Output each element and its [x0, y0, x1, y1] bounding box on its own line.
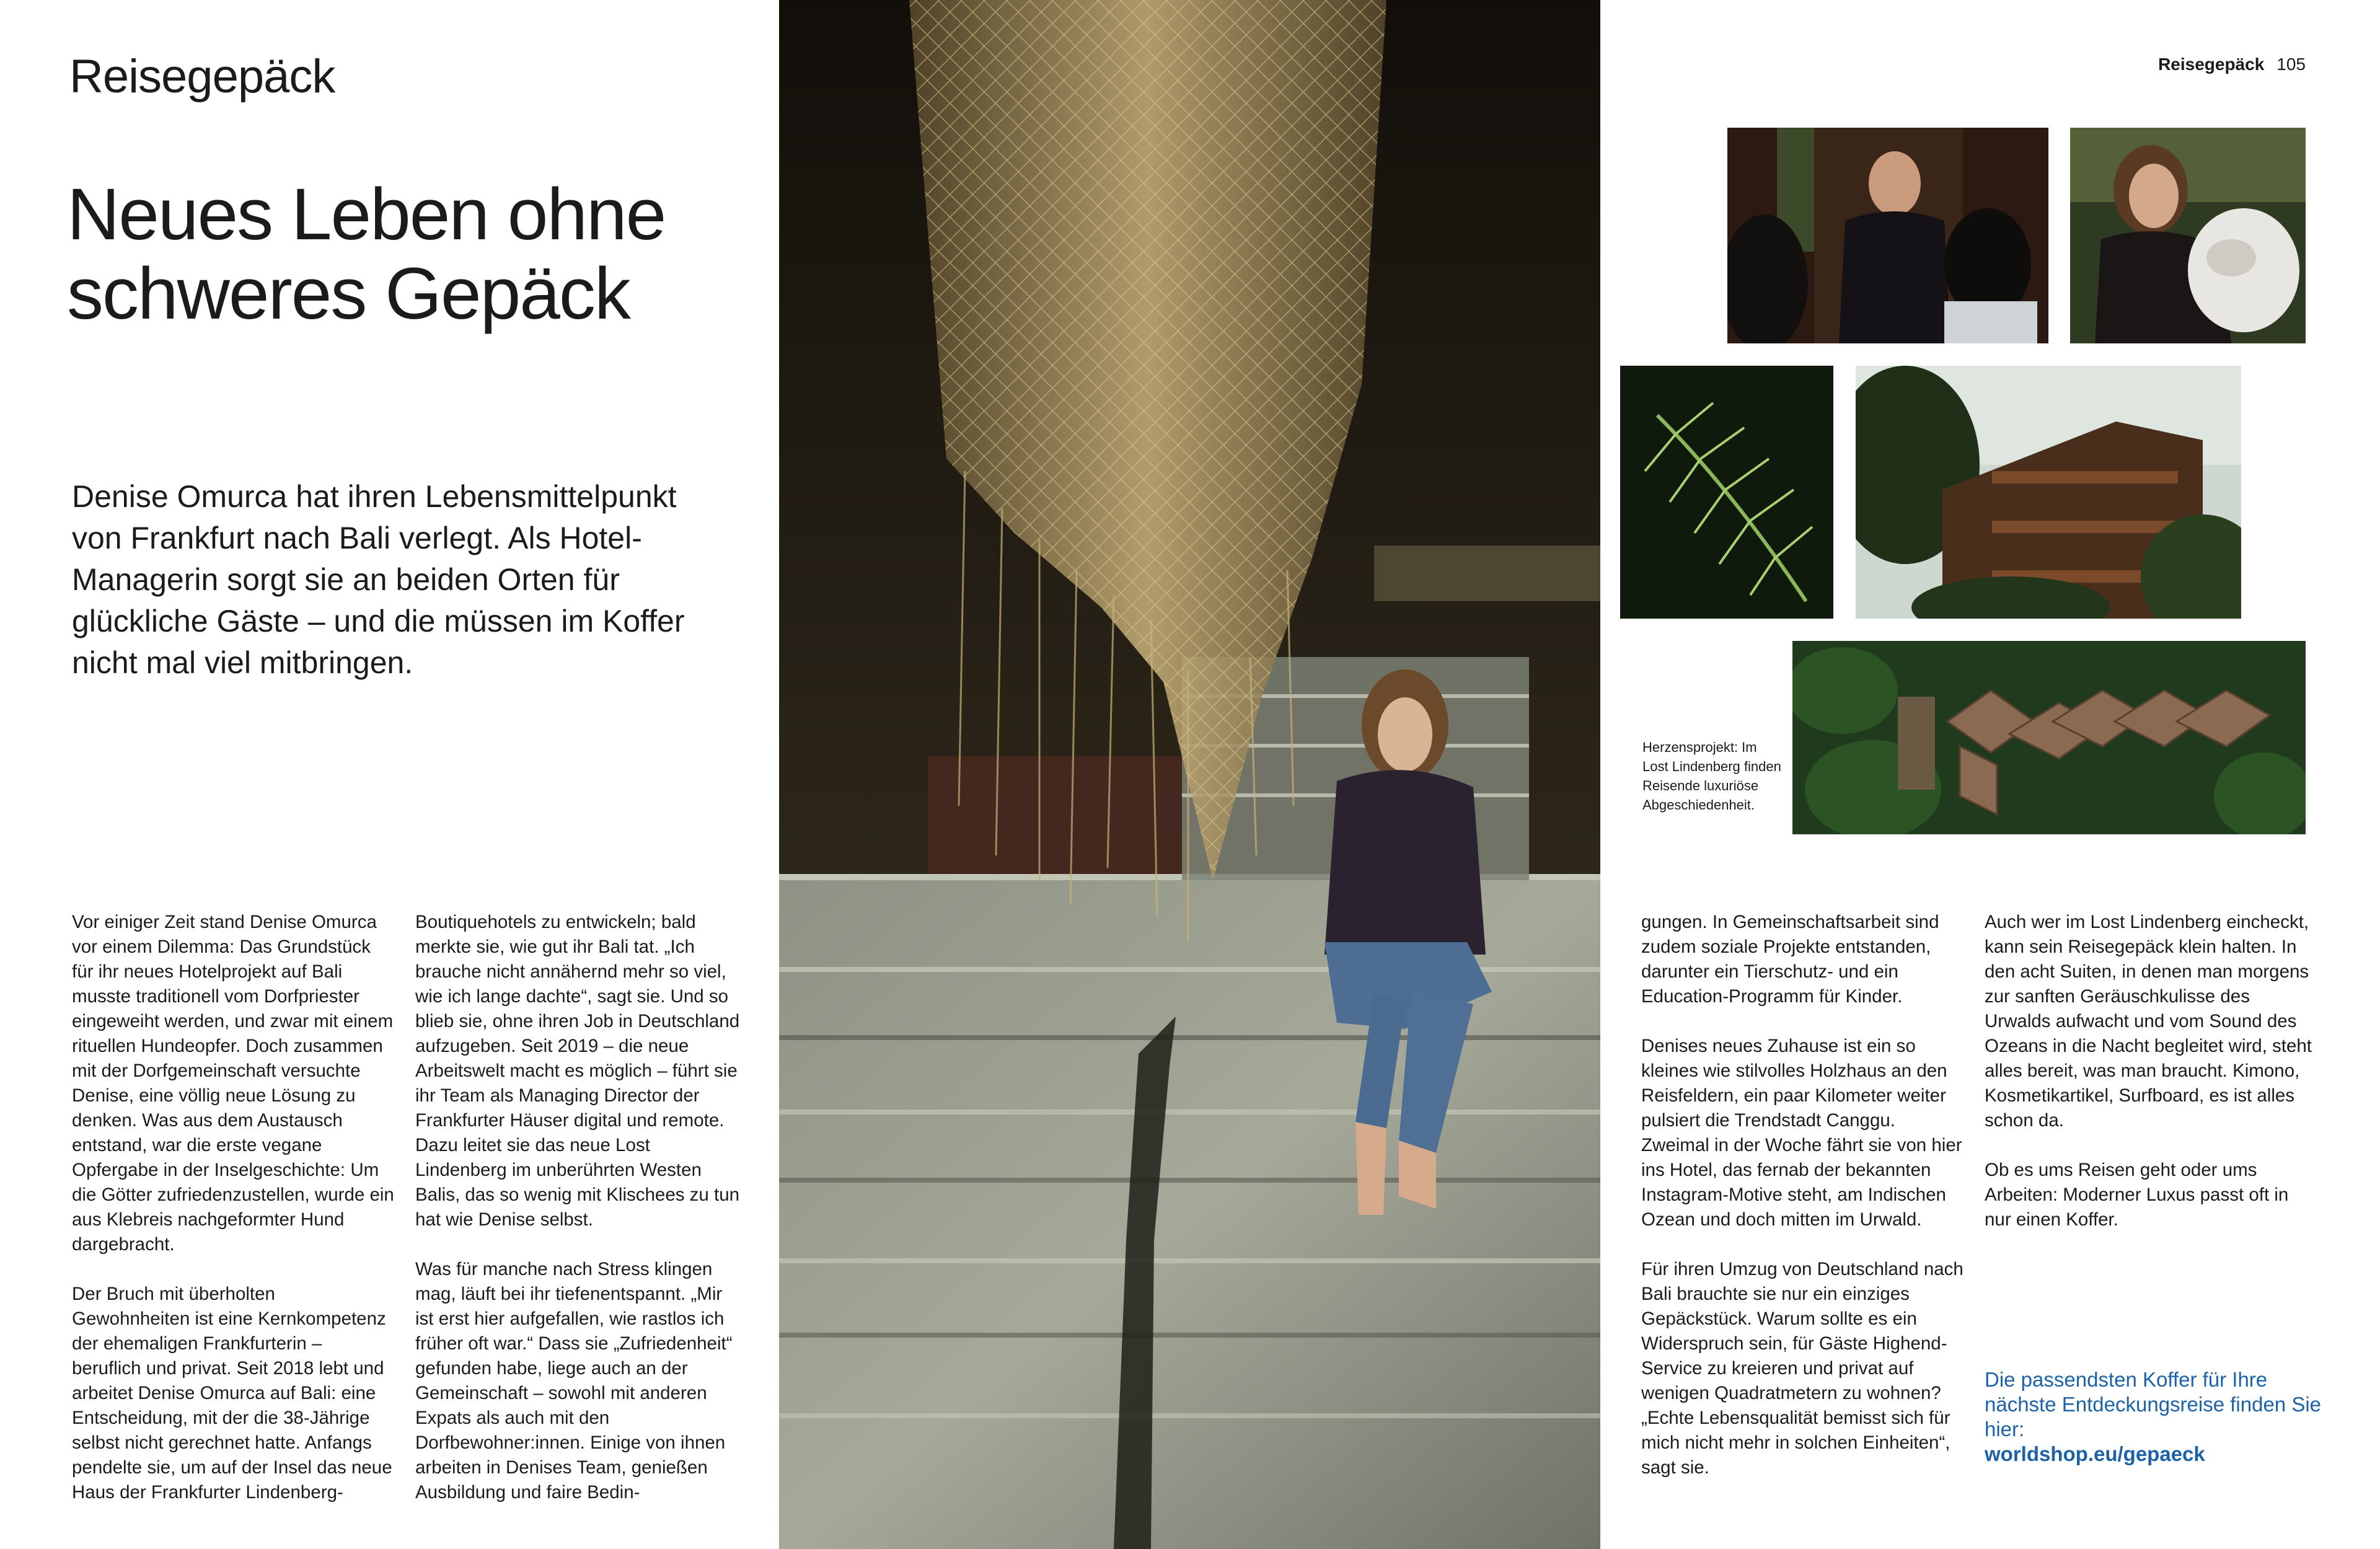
- paragraph: Was für manche nach Stress klingen mag, läuft bei ihr tiefenentspannt. „Mir ist erst hier aufgefallen, wie rastlos ich früher oft war.“ Dass sie „Zufriedenheit“ gefunden habe, liege auch an der Gemeinschaft – sowohl mit anderen Expats als auch mit den Dorfbewohner:innen. Einige von ihnen arbeiten in Denises Team, genießen Ausbildung und faire Bedin-: [415, 1259, 733, 1503]
- paragraph: Der Bruch mit überholten Gewohnheiten ist eine Kernkompetenz der ehemaligen Frankfurterin – beruflich und privat. Seit 2018 lebt und arbeitet Denise Omurca auf Bali: eine Entscheidung, mit der die 38-Jährige selbst nicht gerechnet hatte. Anfangs pendelte sie, um auf der Insel das neue Haus der Frankfurter Lindenberg-: [72, 1284, 392, 1503]
- paragraph: Vor einiger Zeit stand Denise Omurca vor einem Dilemma: Das Grundstück für ihr neues Hotelprojekt auf Bali musste traditionell vom Dorfpriester eingeweiht werden, und zwar mit einem rituellen Hundeopfer. Doch zusammen mit der Dorfgemeinschaft versuchte Denise, eine völlig neue Lösung zu denken. Was aus dem Austausch entstand, war die erste vegane Opfergabe in der Inselgeschichte: Um die Götter zufriedenzustellen, wurde ein aus Klebreis nachgeformter Hund dargebracht.: [72, 912, 394, 1255]
- paragraph: Denises neues Zuhause ist ein so kleines wie stilvolles Holzhaus an den Reisfeldern, ein paar Kilometer weiter pulsiert die Trendstadt Canggu. Zweimal in der Woche fährt sie von hier ins Hotel, das fernab der bekannten Instagram-Motive steht, am Indischen Ozean und doch mitten im Urwald.: [1641, 1036, 1962, 1230]
- text-column-4: [1985, 910, 2313, 1232]
- photo-wooden-hotel: [1856, 366, 2241, 619]
- section-title: Reisegepäck: [69, 50, 335, 103]
- photo-woman-with-dog: [2070, 128, 2306, 343]
- photo-welcome-children: [1727, 128, 2048, 343]
- article-headline: Neues Leben ohne schweres Gepäck: [67, 174, 666, 335]
- hero-photo: [779, 0, 1600, 1549]
- paragraph: Auch wer im Lost Lindenberg eincheckt, kann sein Reisegepäck klein halten. In den acht Suiten, in denen man morgens zur sanften Geräuschkulisse des Urwalds aufwacht und vom Sound des Ozeans in die Nacht begleitet wird, steht alles bereit, was man braucht. Kimono, Kosmetikartikel, Surfboard, es ist alles schon da.: [1985, 912, 2312, 1131]
- photo-fern-leaf: [1620, 366, 1833, 619]
- text-column-2: [415, 910, 744, 1505]
- photo-aerial-rooftops: [1792, 641, 2306, 834]
- promo-text: Die passendsten Koffer für Ihre nächste Entdeckungsreise finden Sie hier:: [1985, 1368, 2322, 1441]
- paragraph: Boutiquehotels zu entwickeln; bald merkte sie, wie gut ihr Bali tat. „Ich brauche nicht annähernd mehr so viel, wie ich lange dachte“, sagt sie. Und so blieb sie, ohne ihren Job in Deutschland aufzugeben. Seit 2019 – die neue Arbeitswelt macht es möglich – führt sie ihr Team als Managing Director der Frankfurter Häuser digital und remote. Dazu leitet sie das neue Lost Lindenberg im unberührten Westen Balis, das so wenig mit Klischees zu tun hat wie Denise selbst.: [415, 912, 740, 1230]
- paragraph: Für ihren Umzug von Deutschland nach Bali brauchte sie nur ein einziges Gepäckstück. Warum sollte es ein Widerspruch sein, für Gäste Highend-Service zu kreieren und privat auf wenigen Quadratmetern zu wohnen? „Echte Lebensqualität bemisst sich für mich nicht mehr in solchen Einheiten“, sagt sie.: [1641, 1259, 1963, 1478]
- page-number: 105: [2276, 55, 2306, 74]
- text-column-3: [1641, 910, 1963, 1480]
- paragraph: Ob es ums Reisen geht oder ums Arbeiten: Moderner Luxus passt oft in nur einen Koffer.: [1985, 1160, 2289, 1230]
- shop-link[interactable]: worldshop.eu/gepaeck: [1985, 1442, 2205, 1465]
- shop-promo: [1985, 1367, 2332, 1467]
- article-lede: Denise Omurca hat ihren Lebensmittelpunkt von Frankfurt nach Bali verlegt. Als Hotel-Managerin sorgt sie an beiden Orten für glückliche Gäste – und die müssen im Koffer nicht mal viel mitbringen.: [72, 479, 685, 680]
- running-header: [2158, 55, 2306, 74]
- running-section: Reisegepäck: [2158, 55, 2265, 74]
- photo-caption: Herzensprojekt: Im Lost Lindenberg finden Reisende luxuriöse Abgeschiedenheit.: [1642, 739, 1781, 813]
- text-column-1: [72, 910, 394, 1505]
- paragraph: gungen. In Gemeinschaftsarbeit sind zudem soziale Projekte entstanden, darunter ein Tierschutz- und ein Education-Programm für Kinder.: [1641, 912, 1939, 1007]
